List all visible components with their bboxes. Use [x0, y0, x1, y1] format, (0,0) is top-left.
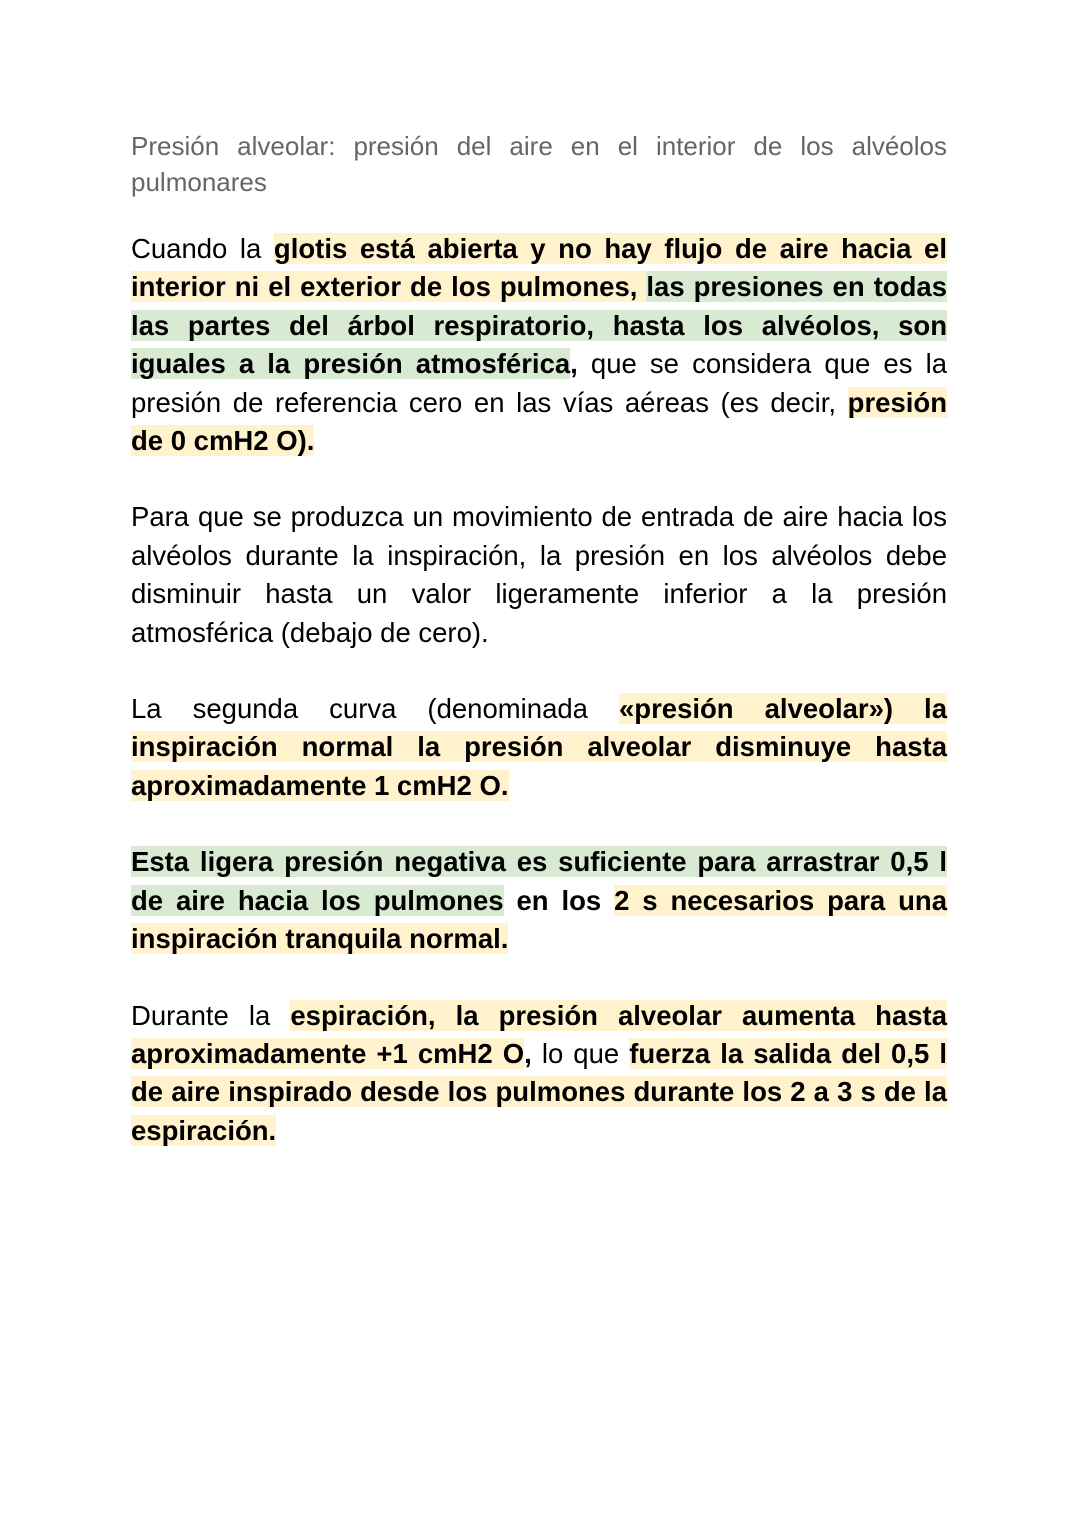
highlight-yellow: glotis está abierta y no hay flujo de aire hacia el interior ni el exterior de los pulmones,: [131, 233, 947, 303]
highlight-yellow: presión de 0 cmH2 O).: [131, 386, 947, 457]
paragraph-presion-negativa: [131, 843, 947, 958]
highlight-green: las presiones en todas las partes del árbol respiratorio, hasta los alvéolos, son iguales a la presión atmosférica: [131, 271, 947, 380]
highlight-yellow: «presión alveolar») la inspiración normal la presión alveolar disminuye hasta aproximadamente 1 cmH2 O.: [131, 693, 947, 801]
highlight-yellow: espiración, la presión alveolar aumenta hasta aproximadamente +1 cmH2 O: [131, 999, 947, 1069]
highlight-green: Esta ligera presión negativa es suficiente para arrastrar 0,5 l de aire hacia los pulmones: [131, 846, 947, 916]
text-segment: La segunda curva (denominada: [131, 693, 619, 725]
document-page: [131, 128, 947, 1188]
paragraph-glotis: [131, 230, 947, 460]
text-segment: lo que: [531, 1037, 630, 1069]
text-segment: en los: [503, 884, 615, 916]
paragraph-espiracion: [131, 997, 947, 1151]
text-segment: que se considera que es la presión de referencia cero en las vías aéreas (es decir,: [131, 348, 947, 418]
highlight-yellow: 2 s necesarios para una inspiración tranquila normal.: [131, 884, 947, 955]
highlight-yellow: fuerza la salida del 0,5 l de aire inspirado desde los pulmones durante los 2 a 3 s de la espiración.: [131, 1037, 947, 1146]
paragraph-inspiracion: [131, 498, 947, 652]
text-segment: ,: [524, 1037, 532, 1069]
text-segment: ,: [570, 348, 578, 380]
text-segment: Durante la: [131, 999, 291, 1031]
section-subtitle: Presión alveolar: presión del aire en el interior de los alvéolos pulmonares: [131, 131, 947, 197]
text-segment: Cuando la: [131, 233, 274, 264]
paragraph-segunda-curva: [131, 690, 947, 805]
text-segment: Para que se produzca un movimiento de entrada de aire hacia los alvéolos durante la inspiración, la presión en los alvéolos debe disminuir hasta un valor ligeramente inferior a la presión atmosférica (debajo de cero).: [131, 501, 947, 648]
